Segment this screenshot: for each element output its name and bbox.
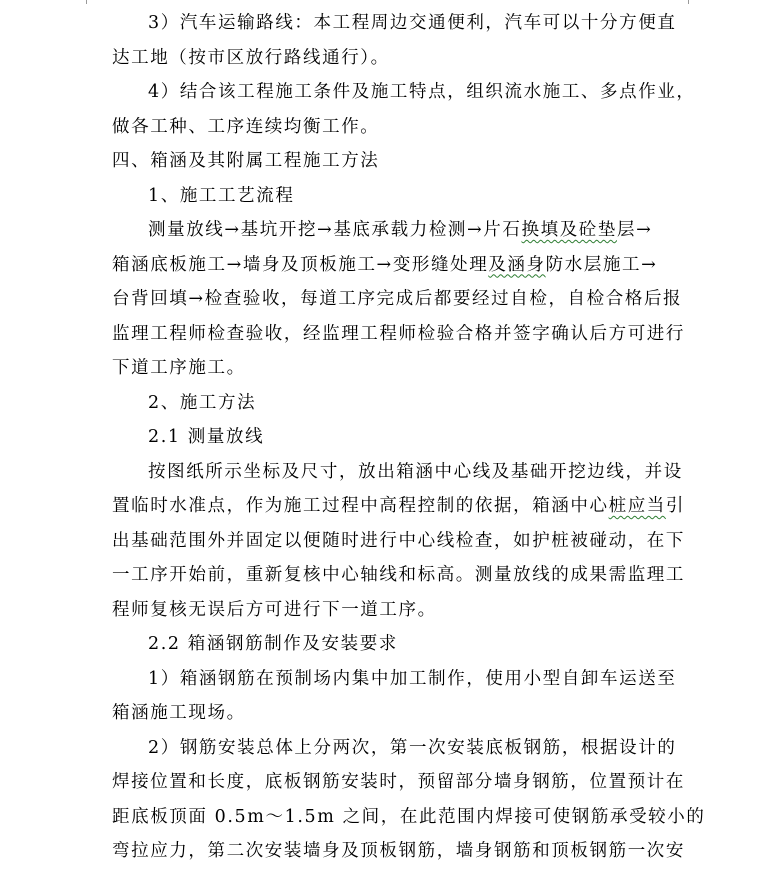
document-line [112,593,672,628]
document-line [112,282,683,317]
document-line [112,144,672,179]
line-text: 置临时水准点，作为施工过程中高程控制的依据，箱涵中心 [112,496,609,516]
document-line [112,662,677,697]
document-line [112,75,696,110]
line-text: 1）箱涵钢筋在预制场内集中加工制作，使用小型自卸车运送至 [148,668,677,689]
document-line [112,213,672,248]
document-line [112,41,672,76]
document-line [112,317,685,352]
line-text: 监理工程师检查验收，经监理工程师检验合格并签字确认后方可进行 [112,323,685,344]
document-line [112,800,706,835]
line-text: 2.1 测量放线 [148,427,265,447]
line-text: 2.2 箱涵钢筋制作及安装要求 [148,634,398,654]
line-text: 层→ [617,220,653,240]
document-line [112,731,677,766]
document-line [112,420,672,455]
line-text: 1、施工工艺流程 [148,185,295,206]
document-line [112,386,672,421]
document-line [112,765,685,800]
line-text: 箱涵施工现场。 [112,703,246,723]
document-line [112,455,683,490]
document-line [112,696,672,731]
line-text: 测量放线→基坑开挖→基底承载力检测→片石 [148,220,522,240]
line-text: 做各工种、工序连续均衡工作。 [112,116,380,137]
document-line [112,558,685,593]
document-line [112,489,686,524]
document-line [112,6,677,41]
document-line [112,110,672,145]
line-text: 一工序开始前，重新复核中心轴线和标高。测量放线的成果需监理工 [112,565,685,585]
line-text: 引 [665,496,686,516]
line-text: 距底板顶面 0.5m～1.5m 之间，在此范围内焊接可使钢筋承受较小的 [112,806,706,827]
document-body [112,6,706,869]
margin-corner-mark-left [86,0,87,4]
spellcheck-underlined-text: 桩应当 [608,496,666,516]
line-text: 焊接位置和长度，底板钢筋安装时，预留部分墙身钢筋，位置预计在 [112,772,685,792]
line-text: 4）结合该工程施工条件及施工特点，组织流水施工、多点作业， [148,82,696,102]
line-text: 四、箱涵及其附属工程施工方法 [112,151,380,171]
line-text: 箱涵底板施工→墙身及顶板施工→变形缝处理 [112,254,489,275]
document-line [112,834,685,869]
line-text: 下道工序施工。 [112,358,246,378]
line-text: 台背回填→检查验收，每道工序完成后都要经过自检，自检合格后报 [112,289,683,309]
spellcheck-underlined-text: 及涵身 [488,254,546,275]
document-line [112,627,672,662]
line-text: 防水层施工→ [545,254,658,275]
line-text: 程师复核无误后方可进行下一道工序。 [112,599,437,620]
spellcheck-underlined-text: 换填及砼垫 [521,220,617,240]
line-text: 出基础范围外并固定以便随时进行中心线检查，如护桩被碰动，在下 [112,530,685,551]
document-line [112,524,685,559]
line-text: 弯拉应力，第二次安装墙身及顶板钢筋，墙身钢筋和顶板钢筋一次安 [112,841,685,861]
line-text: 2）钢筋安装总体上分两次，第一次安装底板钢筋，根据设计的 [148,737,677,758]
document-line [112,179,672,214]
line-text: 2、施工方法 [148,392,257,413]
margin-corner-mark-right [688,0,689,4]
line-text: 3）汽车运输路线：本工程周边交通便利，汽车可以十分方便直 [148,13,677,33]
line-text: 按图纸所示坐标及尺寸，放出箱涵中心线及基础开挖边线，并设 [148,461,683,482]
document-line [112,351,672,386]
document-line [112,248,672,283]
line-text: 达工地（按市区放行路线通行）。 [112,47,390,68]
